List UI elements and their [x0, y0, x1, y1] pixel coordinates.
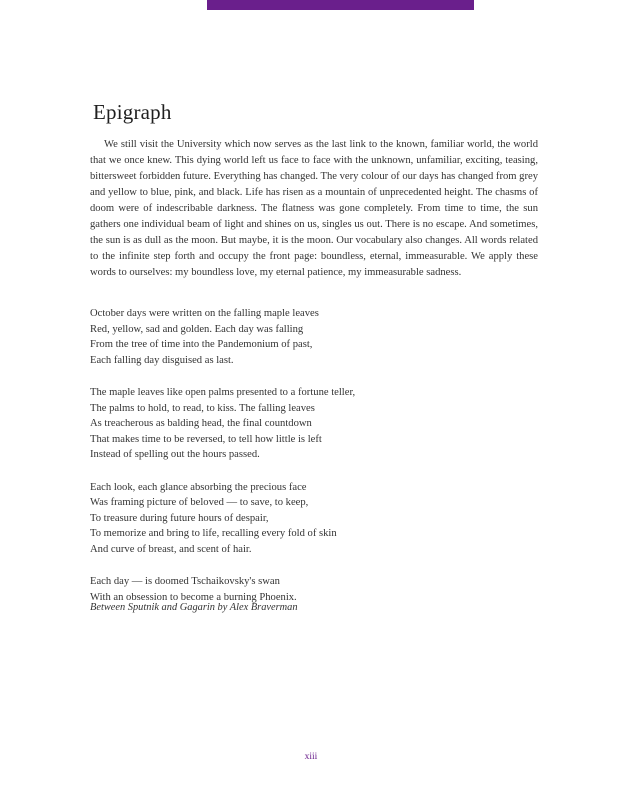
poem-attribution: Between Sputnik and Gagarin by Alex Braverman	[90, 602, 298, 613]
poem-line: From the tree of time into the Pandemonium of past,	[90, 339, 313, 350]
poem-line: The palms to hold, to read, to kiss. The falling leaves	[90, 402, 315, 414]
poem-line: To memorize and bring to life, recalling every fold of skin	[90, 528, 337, 539]
poem	[90, 306, 530, 622]
poem-line: And curve of breast, and scent of hair.	[90, 543, 252, 555]
poem-line: With an obsession to become a burning Phoenix.	[90, 591, 297, 603]
poem-stanza	[90, 385, 530, 463]
poem-line: The maple leaves like open palms presented to a fortune teller,	[90, 387, 356, 398]
poem-line: Instead of spelling out the hours passed.	[90, 449, 260, 460]
page-number: xiii	[304, 752, 318, 762]
intro-paragraph: We still visit the University which now serves as the last link to the known, familiar world, the world that we once knew. This dying world left us face to face with the unknown, unfamiliar, exciting, teasing, bittersweet forbidden future. Everything has changed. The very colour of our days has changed from grey and yellow to blue, pink, and black. Life has risen as a mountain of unprecedented height. The chasms of doom were of indescribable darkness. The flatness was gone completely. From time to time, the sun gathers one individual beam of light and shines on us, singles us out. There is no escape. And sometimes, the sun is as dull as the moon. But maybe, it is the moon. Our vocabulary also changes. All words related to the infinite step forth and occupy the front page: boundless, eternal, immeasurable. We apply these words to ourselves: my boundless love, my eternal patience, my immeasurable sadness.	[90, 139, 538, 278]
poem-stanza	[90, 306, 530, 368]
poem-line: Was framing picture of beloved — to save, to keep,	[90, 497, 309, 508]
poem-stanza	[90, 480, 530, 558]
poem-line: That makes time to be reversed, to tell how little is left	[90, 433, 322, 445]
poem-line: Red, yellow, sad and golden. Each day was falling	[90, 323, 304, 335]
poem-line: To treasure during future hours of despair,	[90, 512, 269, 524]
poem-line: Each falling day disguised as last.	[90, 354, 234, 366]
page-title: Epigraph	[93, 100, 172, 124]
poem-stanza	[90, 574, 530, 605]
header-accent-bar	[207, 0, 474, 10]
poem-line: Each look, each glance absorbing the precious face	[90, 481, 307, 493]
poem-line: As treacherous as balding head, the final countdown	[90, 418, 312, 429]
poem-line: October days were written on the falling maple leaves	[90, 308, 319, 319]
poem-line: Each day — is doomed Tschaikovsky's swan	[90, 576, 280, 587]
